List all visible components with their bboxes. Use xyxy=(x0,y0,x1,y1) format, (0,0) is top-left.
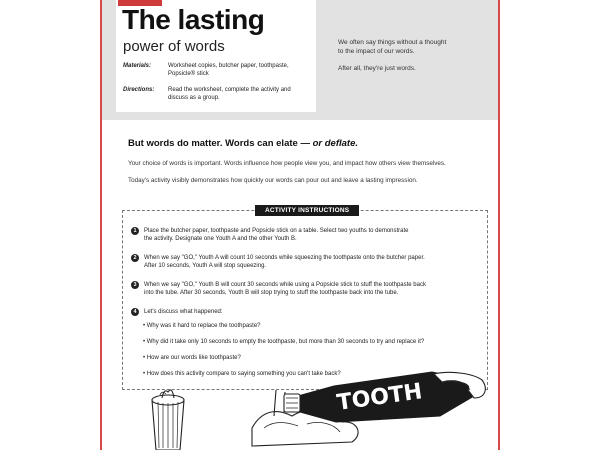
aside-line: We often say things without a thought xyxy=(338,39,447,46)
activity-heading: ACTIVITY INSTRUCTIONS xyxy=(255,205,359,216)
step-line: When we say "GO," Youth A will count 10 seconds while squeezing the toothpaste onto the butcher paper. xyxy=(144,255,425,261)
step-number: 1 xyxy=(131,227,139,235)
cup-icon xyxy=(152,390,184,450)
step-number: 4 xyxy=(131,308,139,316)
header-band xyxy=(102,0,498,120)
materials-line: Popsicle® stick xyxy=(168,71,209,77)
intro-paragraph: Your choice of words is important. Words influence how people view you, and impact how others view themselves. xyxy=(128,160,446,167)
step-number: 3 xyxy=(131,281,139,289)
directions-line: discuss as a group. xyxy=(168,95,220,101)
step-text xyxy=(144,227,479,243)
intro-paragraph: Today's activity visibly demonstrates how quickly our words can pour out and leave a lasting impression. xyxy=(128,177,418,184)
step-line: When we say "GO," Youth B will count 30 seconds while using a Popsicle stick to stuff the toothpaste back xyxy=(144,282,426,288)
materials-line: Worksheet copies, butcher paper, toothpaste, xyxy=(168,63,289,69)
step-line: Place the butcher paper, toothpaste and Popsicle stick on a table. Select two youths to demonstrate xyxy=(144,228,409,234)
aside-paragraph xyxy=(338,38,478,56)
directions-value xyxy=(168,86,318,102)
worksheet-page xyxy=(100,0,500,450)
discussion-bullet: • Why did it take only 10 seconds to empty the toothpaste, but more than 30 seconds to try and replace it? xyxy=(143,339,425,345)
discussion-bullet: • Why was it hard to replace the toothpaste? xyxy=(143,323,261,329)
aside-paragraph: After all, they're just words. xyxy=(338,65,416,72)
aside-note xyxy=(338,38,478,81)
materials-label: Materials: xyxy=(123,63,152,69)
discussion-bullet: • How does this activity compare to saying something you can't take back? xyxy=(143,371,341,377)
step-line: Let's discuss what happened: xyxy=(144,309,223,315)
tube-label: TOOTH xyxy=(335,379,424,416)
step-text xyxy=(144,254,479,270)
title-sub: power of words xyxy=(123,38,225,55)
step-line: into the tube. After 30 seconds, Youth B will stop trying to stuff the toothpaste back into the tube. xyxy=(144,290,399,297)
tagline-main: But words do matter. Words can elate — xyxy=(128,138,313,149)
directions-label: Directions: xyxy=(123,87,155,93)
step-line: the activity. Designate one Youth A and the other Youth B. xyxy=(144,236,297,243)
materials-value xyxy=(168,62,318,78)
step-number: 2 xyxy=(131,254,139,262)
title-main: The lasting xyxy=(122,4,265,35)
step-text xyxy=(144,308,479,316)
step-text xyxy=(144,281,479,297)
tagline-emphasis: or deflate. xyxy=(312,138,358,149)
tagline xyxy=(128,138,358,149)
toothpaste-illustration xyxy=(102,350,498,450)
discussion-bullet: • How are our words like toothpaste? xyxy=(143,355,241,361)
title-card xyxy=(116,0,316,112)
aside-line: to the impact of our words. xyxy=(338,48,415,55)
directions-line: Read the worksheet, complete the activity and xyxy=(168,87,291,93)
step-line: After 10 seconds, Youth A will stop squeezing. xyxy=(144,263,267,270)
